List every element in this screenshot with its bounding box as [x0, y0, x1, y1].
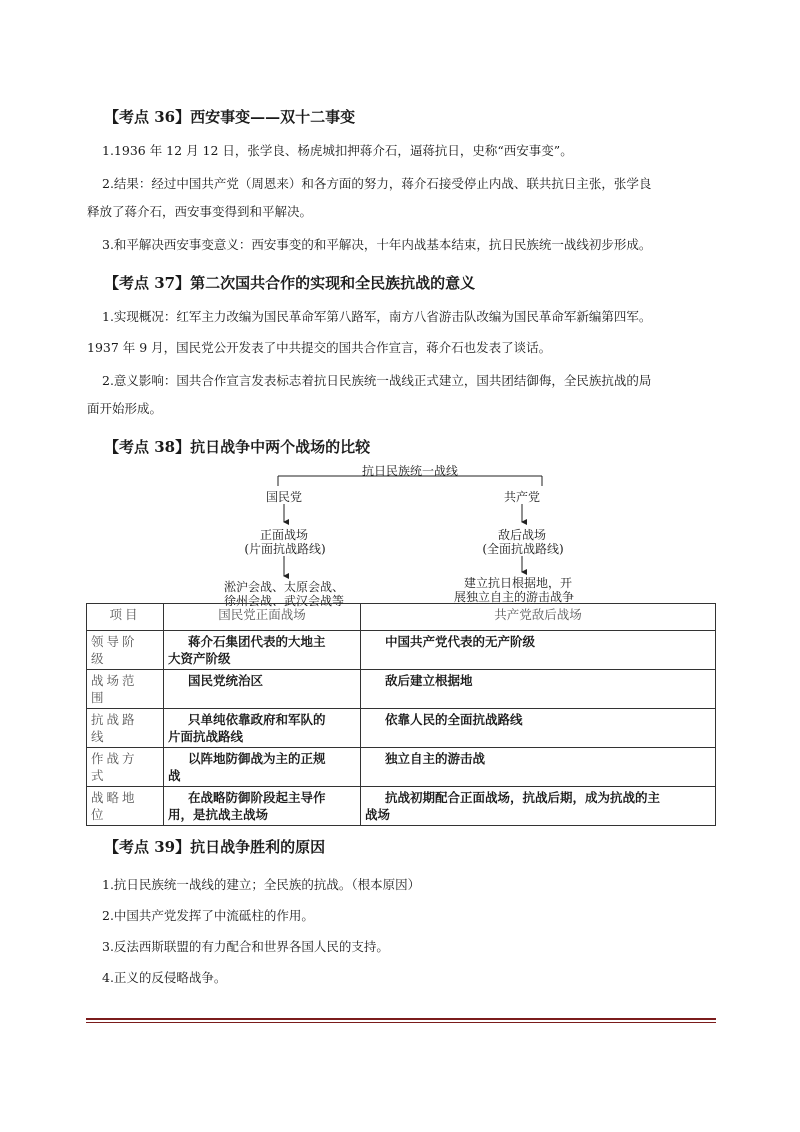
row-kmt-line-2: 战 — [168, 768, 181, 783]
diagram-ccp-result-2: 展独立自主的游击战争 — [454, 590, 575, 604]
row-item-line-1: 抗战路 — [91, 712, 138, 727]
row-ccp — [361, 787, 716, 826]
diagram-kmt: 国民党 — [265, 490, 302, 504]
row-kmt-line-2: 用，是抗战主战场 — [168, 807, 269, 822]
row-kmt-line-1: 蒋介石集团代表的大地主 — [188, 634, 326, 649]
row-kmt — [164, 670, 361, 709]
diagram-partial-line: (片面抗战路线) — [244, 542, 326, 556]
row-item-line-1: 战场范 — [91, 673, 138, 688]
diagram-rear-battlefield: 敌后战场 — [497, 528, 546, 542]
section-39-point-3: 3.反法西斯联盟的有力配合和世界各国人民的支持。 — [102, 939, 389, 954]
row-item — [87, 709, 164, 748]
diagram-ccp: 共产党 — [503, 490, 540, 504]
row-kmt-line-1: 国民党统治区 — [188, 673, 264, 688]
row-item-line-2: 位 — [91, 807, 107, 822]
row-ccp — [361, 709, 716, 748]
diagram-total-line: (全面抗战路线) — [482, 542, 564, 556]
table-row — [87, 748, 716, 787]
diagram-kmt-battles-1: 淞沪会战、太原会战、 — [224, 580, 345, 594]
header-item: 项目 — [87, 604, 164, 631]
section-37-heading: 【考点 37】第二次国共合作的实现和全民族抗战的意义 — [104, 274, 476, 292]
row-ccp — [361, 670, 716, 709]
row-item-line-1: 作战方 — [91, 751, 138, 766]
row-item-line-2: 式 — [91, 768, 107, 783]
section-39-point-4: 4.正义的反侵略战争。 — [102, 970, 227, 985]
section-37-point-2-line-2: 面开始形成。 — [87, 401, 163, 416]
section-38-heading: 【考点 38】抗日战争中两个战场的比较 — [104, 438, 371, 456]
table-row — [87, 787, 716, 826]
table-row — [87, 631, 716, 670]
row-item — [87, 670, 164, 709]
section-36-point-3: 3.和平解决西安事变意义：西安事变的和平解决，十年内战基本结束，抗日民族统一战线初步形成。 — [102, 237, 652, 252]
section-39-point-2: 2.中国共产党发挥了中流砥柱的作用。 — [102, 908, 314, 923]
row-ccp — [361, 748, 716, 787]
row-ccp-line-1: 中国共产党代表的无产阶级 — [385, 634, 536, 649]
row-item-line-1: 领导阶 — [91, 634, 138, 649]
row-kmt — [164, 631, 361, 670]
row-kmt-line-2: 大资产阶级 — [168, 651, 231, 666]
row-kmt — [164, 787, 361, 826]
row-ccp — [361, 631, 716, 670]
header-ccp: 共产党敌后战场 — [361, 604, 716, 631]
row-ccp-line-2: 战场 — [365, 807, 391, 822]
section-39-point-1: 1.抗日民族统一战线的建立；全民族的抗战。（根本原因） — [102, 877, 421, 892]
diagram-ccp-result-1: 建立抗日根据地，开 — [464, 576, 573, 590]
row-item-line-2: 围 — [91, 690, 107, 705]
row-kmt-line-1: 只单纯依靠政府和军队的 — [188, 712, 326, 727]
row-kmt — [164, 709, 361, 748]
section-36-point-1: 1.1936 年 12 月 12 日，张学良、杨虎城扣押蒋介石，逼蒋抗日，史称“西安事变”。 — [102, 143, 573, 158]
table-row — [87, 709, 716, 748]
footer-rule-thin — [86, 1022, 716, 1023]
row-item — [87, 631, 164, 670]
row-item-line-2: 级 — [91, 651, 107, 666]
section-36-point-2-line-1: 2.结果：经过中国共产党（周恩来）和各方面的努力，蒋介石接受停止内战、联共抗日主张，张学良 — [102, 176, 652, 191]
row-kmt — [164, 748, 361, 787]
row-ccp-line-1: 抗战初期配合正面战场，抗战后期，成为抗战的主 — [385, 790, 661, 805]
section-36-point-2-line-2: 释放了蒋介石，西安事变得到和平解决。 — [87, 204, 313, 219]
table-header-row — [87, 604, 716, 631]
section-37-point-1-line-1: 1.实现概况：红军主力改编为国民革命军第八路军，南方八省游击队改编为国民革命军新编第四军。 — [102, 309, 652, 324]
row-kmt-line-1: 在战略防御阶段起主导作 — [188, 790, 326, 805]
row-kmt-line-1: 以阵地防御战为主的正规 — [188, 751, 326, 766]
footer-rule — [86, 1018, 716, 1020]
comparison-table — [86, 603, 716, 826]
row-ccp-line-1: 依靠人民的全面抗战路线 — [385, 712, 523, 727]
diagram-united-front: 抗日民族统一战线 — [361, 464, 458, 478]
section-39-heading: 【考点 39】抗日战争胜利的原因 — [104, 838, 326, 856]
diagram-kmt-battles-2: 徐州会战、武汉会战等 — [224, 594, 345, 608]
row-item-line-1: 战略地 — [91, 790, 138, 805]
row-item-line-2: 线 — [91, 729, 107, 744]
row-item — [87, 748, 164, 787]
section-37-point-2-line-1: 2.意义影响：国共合作宣言发表标志着抗日民族统一战线正式建立，国共团结御侮，全民族抗战的局 — [102, 373, 652, 388]
header-kmt: 国民党正面战场 — [164, 604, 361, 631]
section-37-point-1-line-2: 1937 年 9 月，国民党公开发表了中共提交的国共合作宣言，蒋介石也发表了谈话。 — [87, 340, 552, 355]
section-36-heading: 【考点 36】西安事变——双十二事变 — [104, 108, 356, 126]
row-ccp-line-1: 敌后建立根据地 — [385, 673, 473, 688]
battlefield-diagram — [224, 458, 590, 608]
row-kmt-line-2: 片面抗战路线 — [168, 729, 244, 744]
diagram-frontal-battlefield: 正面战场 — [259, 528, 308, 542]
row-item — [87, 787, 164, 826]
table-row — [87, 670, 716, 709]
row-ccp-line-1: 独立自主的游击战 — [385, 751, 486, 766]
